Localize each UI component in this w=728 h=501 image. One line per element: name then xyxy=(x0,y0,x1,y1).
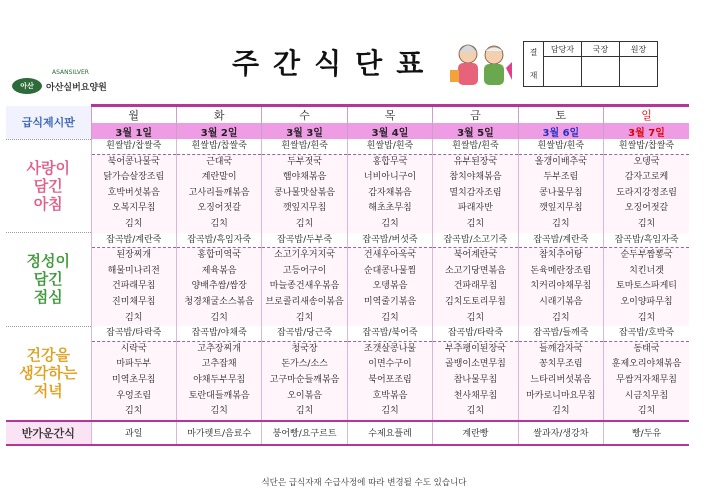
menu-item: 이면수구이 xyxy=(368,359,412,370)
menu-cell xyxy=(91,233,176,327)
menu-item: 청국장 xyxy=(291,343,318,354)
menu-item: 토란대들깨볶음 xyxy=(188,390,250,401)
approval-header-staff: 담당자 xyxy=(544,42,582,57)
menu-staple: 흰쌀밥/찹쌀죽 xyxy=(604,139,689,155)
menu-item: 김치 xyxy=(125,218,143,229)
snack-item: 마가렛트/음료수 xyxy=(176,421,261,445)
menu-item: 파래자반 xyxy=(458,203,493,214)
menu-item: 청경채굴소스볶음 xyxy=(184,296,254,307)
menu-staple: 흰쌀밥/흰죽 xyxy=(262,139,346,155)
menu-cell xyxy=(262,139,347,233)
menu-cell xyxy=(604,139,689,233)
footer-note: 식단은 급식자재 수급사정에 따라 변경될 수도 있습니다 xyxy=(261,478,467,488)
menu-item: 김치 xyxy=(466,218,485,229)
menu-item: 유부된장국 xyxy=(453,156,498,167)
menu-item: 진미채무침 xyxy=(112,296,156,307)
menu-item: 김치 xyxy=(381,312,399,323)
menu-item: 홍합미역국 xyxy=(197,250,241,261)
logo-small-text: ASANSILVER xyxy=(52,69,89,76)
menu-staple: 잡곡밥/버섯죽 xyxy=(348,233,432,249)
menu-item: 오복지무침 xyxy=(112,203,156,214)
menu-item: 고사리들깨볶음 xyxy=(188,187,250,198)
day-name: 일 xyxy=(604,106,689,124)
meal-label-line: 담긴 xyxy=(33,176,63,195)
menu-item: 김치 xyxy=(552,312,570,323)
day-date: 3월 1일 xyxy=(91,123,176,139)
menu-item: 마카로니마요무침 xyxy=(526,390,596,401)
menu-item: 김치 xyxy=(295,406,314,417)
menu-item: 닭가슴살장조림 xyxy=(103,172,165,183)
menu-item: 햄야채볶음 xyxy=(282,172,327,183)
menu-item: 우엉조림 xyxy=(116,390,152,401)
menu-item: 두부조림 xyxy=(543,172,579,183)
menu-item: 천사채무침 xyxy=(453,390,498,401)
menu-item: 도라지강정조림 xyxy=(616,187,677,198)
menu-item: 홍합무국 xyxy=(372,156,408,167)
menu-item: 마파두부 xyxy=(116,359,152,370)
menu-item: 건파래무침 xyxy=(112,281,156,292)
snack-label: 반가운간식 xyxy=(6,421,91,445)
day-name: 화 xyxy=(176,106,261,124)
menu-cell xyxy=(433,326,518,421)
menu-staple: 흰쌀밥/흰죽 xyxy=(348,139,432,155)
menu-item: 돈가스/소스 xyxy=(281,359,328,370)
menu-item: 김치 xyxy=(637,218,656,229)
meal-label-line: 저녁 xyxy=(33,382,63,401)
approval-sign-staff[interactable] xyxy=(544,57,582,87)
menu-staple: 잡곡밥/계란죽 xyxy=(519,233,603,249)
elderly-couple-illustration xyxy=(448,40,514,92)
menu-item: 훈제오리야채볶음 xyxy=(611,359,682,370)
approval-sign-head[interactable] xyxy=(620,57,658,87)
menu-item: 고추잡채 xyxy=(201,359,237,370)
meal-label-line: 아침 xyxy=(33,194,63,213)
menu-item: 계란말이 xyxy=(201,172,237,183)
menu-item: 치커리야채무침 xyxy=(530,281,592,292)
menu-item: 콩나물무침 xyxy=(539,187,583,198)
snack-item: 계란빵 xyxy=(433,421,518,445)
meal-row xyxy=(6,326,689,421)
snack-item: 빵/두유 xyxy=(604,421,689,445)
menu-item: 된장찌개 xyxy=(116,250,152,261)
menu-item: 미역줄기볶음 xyxy=(363,296,417,307)
menu-item: 시금치무침 xyxy=(624,390,669,401)
menu-item: 오뎅볶음 xyxy=(372,281,408,292)
meal-label xyxy=(6,326,91,421)
logo-mark: 아산 xyxy=(12,78,42,94)
day-name: 금 xyxy=(433,106,518,124)
menu-cell xyxy=(262,233,347,327)
menu-staple: 잡곡밥/두부죽 xyxy=(262,233,346,249)
menu-item: 김치 xyxy=(552,218,570,229)
menu-item: 시락국 xyxy=(120,343,147,354)
menu-item: 해물미나리전 xyxy=(107,265,160,276)
menu-item: 김치 xyxy=(381,406,399,417)
menu-item: 오징어젓갈 xyxy=(197,203,241,214)
menu-item: 김치 xyxy=(295,312,314,323)
weekly-menu-table xyxy=(6,104,689,446)
menu-item: 소고기우거지국 xyxy=(274,250,336,261)
menu-item: 북어콩나물국 xyxy=(107,156,160,167)
meal-row xyxy=(6,233,689,327)
menu-item: 김치 xyxy=(466,312,485,323)
menu-cell xyxy=(91,326,176,421)
menu-item: 김치도토리무침 xyxy=(445,296,506,307)
menu-item: 동태국 xyxy=(633,343,660,354)
menu-cell xyxy=(604,233,689,327)
menu-cell xyxy=(176,233,261,327)
menu-cell xyxy=(433,233,518,327)
menu-staple: 잡곡밥/소고기죽 xyxy=(433,233,517,249)
approval-header-director: 국장 xyxy=(582,42,620,57)
menu-item: 무쌈겨자채무침 xyxy=(616,374,677,385)
menu-item: 고등어구이 xyxy=(282,265,327,276)
menu-item: 부추팽이된장국 xyxy=(445,343,506,354)
menu-item: 고구마순들깨볶음 xyxy=(269,374,340,385)
menu-cell xyxy=(176,139,261,233)
approval-header-head: 원장 xyxy=(620,42,658,57)
menu-cell xyxy=(91,139,176,233)
menu-item: 깻잎지무침 xyxy=(539,203,583,214)
meal-row xyxy=(6,139,689,233)
menu-item: 미역초무침 xyxy=(112,374,156,385)
menu-item: 느타리버섯볶음 xyxy=(530,374,592,385)
menu-item: 호박버섯볶음 xyxy=(107,187,160,198)
menu-item: 순대콩나물찜 xyxy=(363,265,417,276)
menu-staple: 흰쌀밥/찹쌀죽 xyxy=(177,139,261,155)
menu-staple: 잡곡밥/계란죽 xyxy=(92,233,176,249)
menu-cell xyxy=(262,326,347,421)
menu-item: 근대국 xyxy=(206,156,233,167)
meal-label xyxy=(6,233,91,327)
menu-item: 순두부짬뽕국 xyxy=(620,250,673,261)
menu-item: 야채두부무침 xyxy=(193,374,246,385)
menu-staple: 잡곡밥/북어죽 xyxy=(348,326,432,342)
menu-item: 김치 xyxy=(210,312,228,323)
menu-item: 치킨너겟 xyxy=(629,265,664,276)
menu-cell xyxy=(347,233,432,327)
day-name: 토 xyxy=(518,106,603,124)
menu-item: 김치 xyxy=(637,312,656,323)
menu-item: 감자고로케 xyxy=(624,172,669,183)
snack-item: 과일 xyxy=(91,421,176,445)
meal-label-line: 담긴 xyxy=(33,270,63,289)
menu-item: 토마토스파게티 xyxy=(616,281,677,292)
menu-item: 김치 xyxy=(637,406,656,417)
meal-label-line: 생각하는 xyxy=(19,364,78,383)
menu-item: 두부젓국 xyxy=(287,156,322,167)
approval-sign-director[interactable] xyxy=(582,57,620,87)
menu-cell xyxy=(604,326,689,421)
menu-item: 건새우아욱국 xyxy=(363,250,417,261)
menu-staple: 잡곡밥/호박죽 xyxy=(604,326,689,342)
menu-item: 꽁치무조림 xyxy=(539,359,583,370)
menu-item: 참치야채볶음 xyxy=(449,172,502,183)
menu-item: 멸치감자조림 xyxy=(449,187,502,198)
page-title: 주간식단표 xyxy=(232,47,438,80)
board-label: 급식제시판 xyxy=(6,106,91,140)
meal-label-line: 사랑이 xyxy=(26,158,70,177)
menu-item: 해초초무침 xyxy=(368,203,412,214)
menu-item: 들깨감자국 xyxy=(539,343,583,354)
menu-item: 김치 xyxy=(295,218,314,229)
menu-item: 북어포조림 xyxy=(368,374,412,385)
day-name: 수 xyxy=(262,106,347,124)
approval-box xyxy=(523,41,658,87)
menu-staple: 잡곡밥/들깨죽 xyxy=(519,326,603,342)
menu-item: 시래기볶음 xyxy=(539,296,583,307)
meal-label-line: 점심 xyxy=(33,288,63,307)
menu-item: 김치 xyxy=(210,218,228,229)
day-date: 3월 4일 xyxy=(347,123,432,139)
day-date: 3월 3일 xyxy=(262,123,347,139)
menu-item: 콩나물맛살볶음 xyxy=(274,187,336,198)
meal-label xyxy=(6,139,91,233)
menu-staple: 잡곡밥/타락죽 xyxy=(92,326,176,342)
day-date: 3월 6일 xyxy=(518,123,603,139)
menu-item: 호박볶음 xyxy=(372,390,408,401)
menu-staple: 흰쌀밥/흰죽 xyxy=(519,139,603,155)
menu-item: 북어계란국 xyxy=(453,250,498,261)
menu-cell xyxy=(433,139,518,233)
menu-item: 올갱이배추국 xyxy=(534,156,587,167)
menu-item: 오징어젓갈 xyxy=(624,203,669,214)
menu-staple: 흰쌀밥/흰죽 xyxy=(433,139,517,155)
menu-item: 제육볶음 xyxy=(201,265,237,276)
day-name: 목 xyxy=(347,106,432,124)
day-date: 3월 2일 xyxy=(176,123,261,139)
day-date: 3월 5일 xyxy=(433,123,518,139)
menu-item: 김치 xyxy=(125,312,143,323)
menu-item: 소고기당면볶음 xyxy=(445,265,506,276)
menu-item: 감자채볶음 xyxy=(368,187,412,198)
snack-item: 붕어빵/요구르트 xyxy=(262,421,347,445)
logo-name: 아산실버요양원 xyxy=(46,82,107,93)
menu-item: 건파래무침 xyxy=(453,281,498,292)
menu-item: 김치 xyxy=(210,406,228,417)
meal-label-line: 건강을 xyxy=(26,346,70,365)
menu-item: 마늘종건새우볶음 xyxy=(269,281,340,292)
menu-item: 김치 xyxy=(552,406,570,417)
menu-item: 브로콜리새송이볶음 xyxy=(265,296,344,307)
snack-item: 수제요플레 xyxy=(347,421,432,445)
logo xyxy=(12,69,107,94)
menu-item: 너비아니구이 xyxy=(363,172,417,183)
menu-item: 참치추어탕 xyxy=(539,250,583,261)
day-name: 월 xyxy=(91,106,176,124)
menu-item: 김치 xyxy=(125,406,143,417)
menu-item: 오이볶음 xyxy=(287,390,322,401)
menu-cell xyxy=(518,326,603,421)
meal-label-line: 정성이 xyxy=(26,252,70,271)
menu-cell xyxy=(176,326,261,421)
menu-staple: 흰쌀밥/찹쌀죽 xyxy=(92,139,176,155)
menu-staple: 잡곡밥/타락죽 xyxy=(433,326,517,342)
menu-item: 양배추쌈/쌈장 xyxy=(191,281,247,292)
menu-cell xyxy=(518,139,603,233)
menu-staple: 잡곡밥/당근죽 xyxy=(262,326,346,342)
menu-item: 김치 xyxy=(381,218,399,229)
menu-cell xyxy=(518,233,603,327)
menu-item: 오이양파무침 xyxy=(620,296,673,307)
menu-staple: 잡곡밥/야채죽 xyxy=(177,326,261,342)
menu-cell xyxy=(347,139,432,233)
menu-cell xyxy=(347,326,432,421)
menu-item: 오뎅국 xyxy=(633,156,660,167)
menu-item: 깻잎지무침 xyxy=(282,203,327,214)
day-date: 3월 7일 xyxy=(604,123,689,139)
menu-staple: 잡곡밥/흑임자죽 xyxy=(177,233,261,249)
menu-item: 참나물무침 xyxy=(453,374,498,385)
menu-item: 돈육메란장조림 xyxy=(530,265,592,276)
menu-item: 조갯살콩나물 xyxy=(363,343,417,354)
menu-item: 김치 xyxy=(466,406,485,417)
menu-staple: 잡곡밥/흑임자죽 xyxy=(604,233,689,249)
menu-item: 골뱅이소면무침 xyxy=(445,359,506,370)
snack-item: 쌀과자/생강차 xyxy=(518,421,603,445)
approval-label: 결 재 xyxy=(524,42,544,87)
menu-item: 고추장찌개 xyxy=(197,343,241,354)
